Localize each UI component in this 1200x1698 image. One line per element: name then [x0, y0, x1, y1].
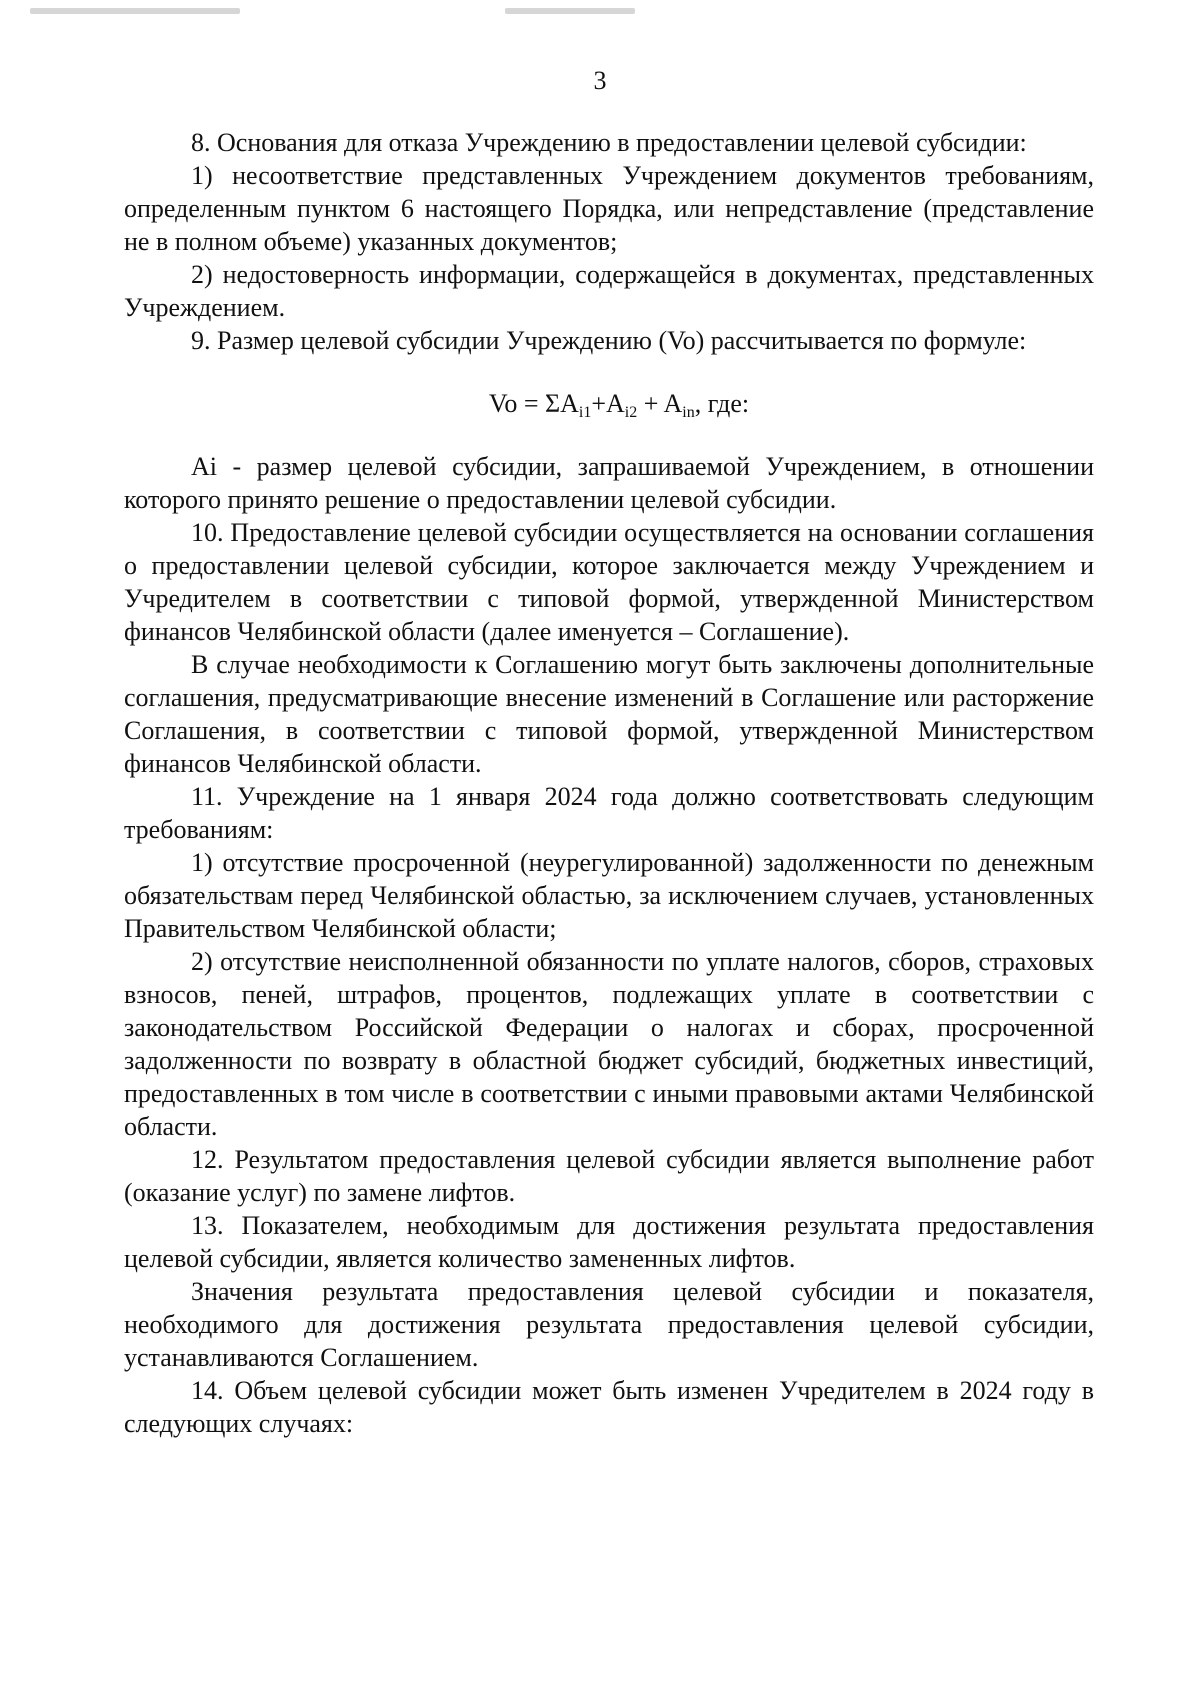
- formula-term-3: + A: [637, 389, 683, 418]
- formula-tail: , где:: [694, 389, 750, 418]
- paragraph-8: 8. Основания для отказа Учреждению в предоставлении целевой субсидии:: [191, 128, 1027, 157]
- paragraph-13: 13. Показателем, необходимым для достижения результата предоставления целевой субсидии, является количество замененных лифтов.: [124, 1211, 1094, 1273]
- paragraph-11-item-2: 2) отсутствие неисполненной обязанности по уплате налогов, сборов, страховых взносов, пеней, штрафов, процентов, подлежащих уплате в соответствии с законодательством Российской Федерации о налогах и сборах, просроченной задолженности по возврату в областной бюджет субсидий, бюджетных инвестиций, предоставленных в том числе в соответствии с иными правовыми актами Челябинской области.: [124, 947, 1094, 1141]
- paragraph-9: 9. Размер целевой субсидии Учреждению (Vo) рассчитывается по формуле:: [191, 326, 1027, 355]
- formula-subscript-3: in: [682, 404, 695, 421]
- paragraph-13-values: Значения результата предоставления целевой субсидии и показателя, необходимого для достижения результата предоставления целевой субсидии, устанавливаются Соглашением.: [124, 1277, 1094, 1372]
- formula-subscript-2: i2: [624, 404, 638, 421]
- paragraph-8-item-2: 2) недостоверность информации, содержащейся в документах, представленных Учреждением.: [124, 260, 1094, 322]
- document-body: [124, 126, 1094, 1440]
- scan-artifact: [505, 8, 635, 14]
- paragraph-14: 14. Объем целевой субсидии может быть изменен Учредителем в 2024 году в следующих случаях:: [124, 1376, 1094, 1438]
- paragraph-12: 12. Результатом предоставления целевой субсидии является выполнение работ (оказание услуг) по замене лифтов.: [124, 1145, 1094, 1207]
- paragraph-10-additional: В случае необходимости к Соглашению могут быть заключены дополнительные соглашения, предусматривающие внесение изменений в Соглашение или расторжение Соглашения, в соответствии с типовой формой, утвержденной Министерством финансов Челябинской области.: [124, 650, 1094, 778]
- paragraph-11: 11. Учреждение на 1 января 2024 года должно соответствовать следующим требованиям:: [124, 782, 1094, 844]
- formula-lhs: Vo = ΣA: [488, 389, 579, 418]
- page-number: 3: [593, 66, 607, 95]
- scan-artifact: [30, 8, 240, 14]
- paragraph-11-item-1: 1) отсутствие просроченной (неурегулированной) задолженности по денежным обязательствам перед Челябинской областью, за исключением случаев, установленных Правительством Челябинской области;: [124, 848, 1094, 943]
- paragraph-8-item-1: 1) несоответствие представленных Учреждением документов требованиям, определенным пунктом 6 настоящего Порядка, или непредставление (представление не в полном объеме) указанных документов;: [124, 161, 1094, 256]
- formula-term-2: +A: [591, 389, 625, 418]
- formula-subscript-1: i1: [578, 404, 592, 421]
- subsidy-formula: [124, 387, 1094, 420]
- paragraph-10: 10. Предоставление целевой субсидии осуществляется на основании соглашения о предоставлении целевой субсидии, которое заключается между Учреждением и Учредителем в соответствии с типовой формой, утвержденной Министерством финансов Челябинской области (далее именуется – Соглашение).: [124, 518, 1094, 646]
- formula-definition-ai: Ai - размер целевой субсидии, запрашиваемой Учреждением, в отношении которого принято решение о предоставлении целевой субсидии.: [124, 452, 1094, 514]
